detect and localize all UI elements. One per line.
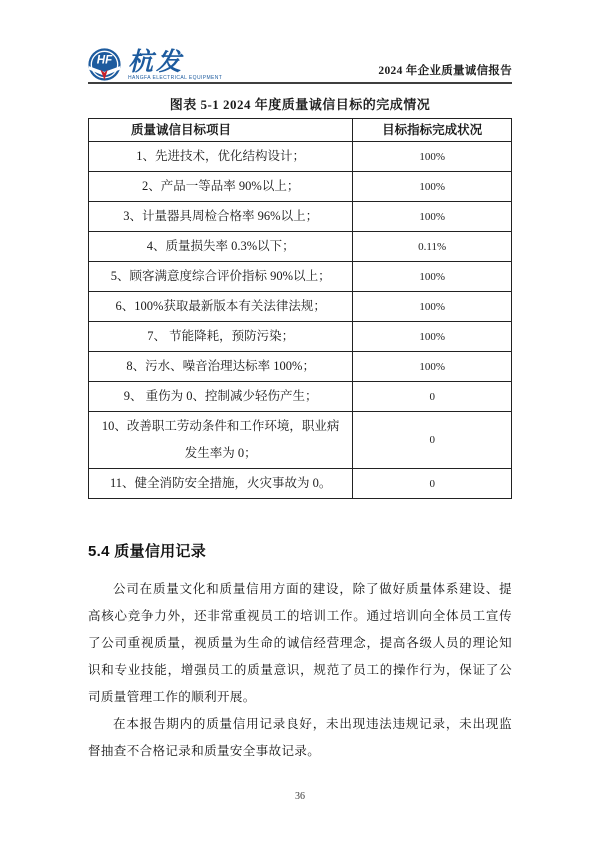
- section-paragraphs: [88, 576, 512, 765]
- goal-item-cell: 8、污水、噪音治理达标率 100%；: [89, 352, 353, 382]
- goal-item-cell: 5、顾客满意度综合评价指标 90%以上；: [89, 262, 353, 292]
- body-paragraph: 在本报告期内的质量信用记录良好，未出现违法违规记录，未出现监督抽查不合格记录和质量安全事故记录。: [88, 717, 512, 758]
- report-title: 2024 年企业质量诚信报告: [378, 65, 512, 77]
- goal-value-cell: 0: [353, 412, 512, 469]
- goal-value-cell: 0: [353, 382, 512, 412]
- table-row: [89, 382, 512, 412]
- goal-item-cell: 9、 重伤为 0、控制减少轻伤产生；: [89, 382, 353, 412]
- table-row: [89, 352, 512, 382]
- goal-value-cell: 100%: [353, 262, 512, 292]
- table-row: [89, 172, 512, 202]
- goal-item-cell: 4、质量损失率 0.3%以下；: [89, 232, 353, 262]
- quality-goals-table: [88, 118, 512, 499]
- logo-hf-icon: [88, 48, 121, 81]
- table-row: [89, 322, 512, 352]
- table-row: [89, 412, 512, 469]
- company-name: 杭发: [128, 49, 185, 76]
- table-row: [89, 469, 512, 499]
- goal-item-cell: 1、先进技术，优化结构设计；: [89, 142, 353, 172]
- table-row: [89, 232, 512, 262]
- section-heading: 5.4 质量信用记录: [88, 543, 207, 560]
- page-header: [88, 42, 512, 84]
- body-paragraph: 公司在质量文化和质量信用方面的建设，除了做好质量体系建设、提高核心竞争力外，还非常重视员工的培训工作。通过培训向全体员工宣传了公司重视质量，视质量为生命的诚信经营理念，提高各级人员的理论知识和专业技能，增强员工的质量意识，规范了员工的操作行为，保证了公司质量管理工作的顺利开展。: [88, 582, 512, 704]
- column-header-completion: 目标指标完成状况: [353, 119, 512, 142]
- table-row: [89, 202, 512, 232]
- goal-item-cell: 2、产品一等品率 90%以上；: [89, 172, 353, 202]
- company-logo: [88, 48, 222, 81]
- table-row: [89, 262, 512, 292]
- svg-text:HF: HF: [96, 54, 113, 67]
- page-number: 36: [295, 791, 305, 802]
- goal-value-cell: 100%: [353, 202, 512, 232]
- goal-value-cell: 100%: [353, 142, 512, 172]
- logo-text-block: [128, 48, 222, 81]
- page-body: [88, 86, 512, 765]
- goal-value-cell: 100%: [353, 172, 512, 202]
- goal-value-cell: 100%: [353, 322, 512, 352]
- goal-item-cell: 11、健全消防安全措施，火灾事故为 0。: [89, 469, 353, 499]
- goal-item-cell: 10、改善职工劳动条件和工作环境，职业病 发生率为 0；: [89, 412, 353, 469]
- goals-table-body: [89, 142, 512, 499]
- goal-value-cell: 0.11%: [353, 232, 512, 262]
- goal-value-cell: 0: [353, 469, 512, 499]
- table-row: [89, 142, 512, 172]
- goal-item-cell: 6、100%获取最新版本有关法律法规；: [89, 292, 353, 322]
- goal-value-cell: 100%: [353, 352, 512, 382]
- goal-value-cell: 100%: [353, 292, 512, 322]
- column-header-goal-item: 质量诚信目标项目: [89, 119, 353, 142]
- company-subtitle: HANGFA ELECTRICAL EQUIPMENT: [128, 75, 223, 81]
- table-row: [89, 292, 512, 322]
- goal-item-cell: 3、计量器具周检合格率 96%以上；: [89, 202, 353, 232]
- figure-caption: 图表 5-1 2024 年度质量诚信目标的完成情况: [169, 97, 431, 112]
- goal-item-cell: 7、 节能降耗，预防污染；: [89, 322, 353, 352]
- table-header-row: [89, 119, 512, 142]
